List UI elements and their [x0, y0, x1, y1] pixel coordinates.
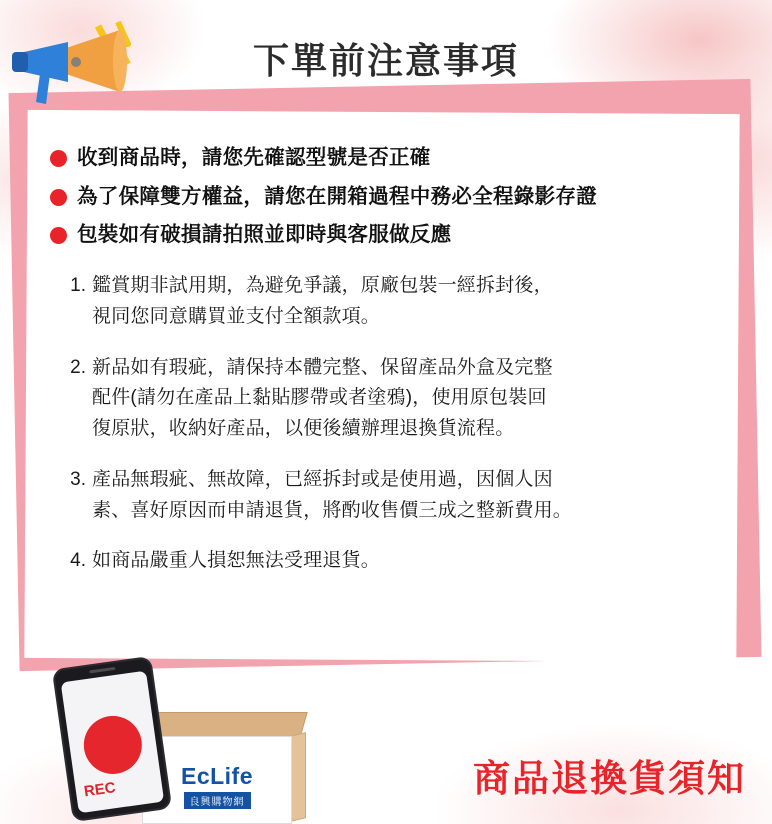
red-dot-icon	[50, 227, 67, 244]
bullet-text: 收到商品時，請您先確認型號是否正確	[77, 146, 431, 169]
list-item-line: 如商品嚴重人損恕無法受理退貨。	[92, 550, 381, 572]
list-item-line: 復原狀，收納好產品，以便後續辦理退換貨流程。	[92, 418, 515, 440]
notice-content	[30, 120, 736, 650]
brand-tagline: 良興購物網	[184, 792, 251, 809]
list-item-line: 配件(請勿在產品上黏貼膠帶或者塗鴉)，使用原包裝回	[92, 387, 547, 409]
list-item-line: 新品如有瑕疵，請保持本體完整、保留產品外盒及完整	[92, 356, 553, 378]
phone-screen	[61, 671, 165, 814]
megaphone-icon	[6, 18, 176, 123]
bullet-text: 包裝如有破損請拍照並即時與客服做反應	[77, 223, 452, 247]
red-dot-icon	[50, 150, 67, 167]
red-dot-icon	[50, 189, 67, 206]
list-item-number: 1.	[70, 275, 86, 297]
brand-name: EcLife	[180, 763, 254, 789]
bullet-item	[42, 183, 726, 211]
list-item-body	[92, 353, 553, 445]
list-item-body	[92, 271, 553, 333]
list-item-line: 素、喜好原因而申請退貨，將酌收售價三成之整新費用。	[92, 499, 573, 521]
record-button-icon	[80, 712, 146, 778]
list-item-body	[92, 546, 380, 577]
page-title: 下單前注意事項	[252, 40, 519, 81]
list-item	[60, 271, 720, 333]
numbered-list	[42, 271, 726, 577]
bullet-item	[42, 144, 726, 172]
smartphone-recording-icon	[52, 656, 172, 822]
list-item-line: 產品無瑕疵、無故障，已經拆封或是使用過，因個人因	[92, 468, 553, 490]
list-item-number: 3.	[70, 468, 86, 490]
phone-speaker	[89, 667, 115, 674]
list-item-number: 4.	[70, 550, 86, 572]
brand-logo	[181, 763, 253, 810]
list-item	[60, 546, 720, 577]
footer-headline: 商品退換貨須知	[473, 758, 746, 799]
list-item	[60, 353, 720, 445]
box-side	[290, 732, 306, 822]
rec-label: REC	[82, 779, 117, 801]
list-item-number: 2.	[70, 356, 86, 378]
list-item-body	[92, 465, 572, 527]
list-item-line: 視同您同意購買並支付全額款項。	[92, 305, 381, 327]
bullet-item	[42, 221, 726, 249]
list-item	[60, 465, 720, 527]
list-item-line: 鑑賞期非試用期，為避免爭議，原廠包裝一經拆封後，	[92, 275, 553, 297]
bullet-text: 為了保障雙方權益，請您在開箱過程中務必全程錄影存證	[77, 184, 597, 208]
